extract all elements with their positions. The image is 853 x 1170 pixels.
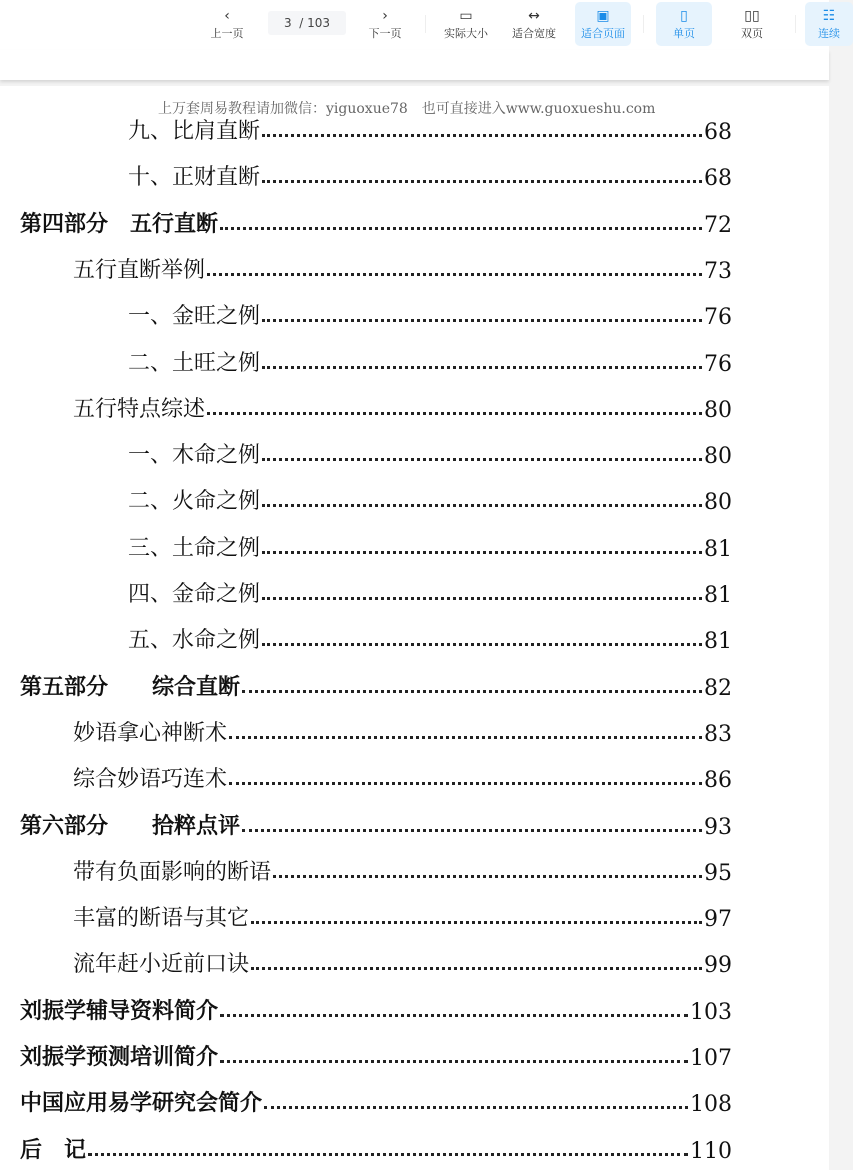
toc-page: 93 bbox=[704, 814, 732, 840]
dot-leader bbox=[262, 180, 702, 183]
dot-leader bbox=[262, 504, 702, 507]
toc-title: 四、金命之例 bbox=[128, 582, 261, 607]
toc-entry bbox=[73, 902, 732, 932]
dot-leader bbox=[220, 1060, 688, 1063]
toc-entry bbox=[73, 717, 732, 747]
toc-title: 第六部分 拾粹点评 bbox=[20, 813, 241, 839]
fit-page-button[interactable]: ▣ 适合页面 bbox=[575, 2, 631, 46]
dot-leader bbox=[262, 643, 702, 646]
toc-entry bbox=[128, 532, 732, 562]
toc-page: 107 bbox=[690, 1046, 732, 1071]
toc-title: 丰富的断语与其它 bbox=[73, 906, 250, 932]
dot-leader bbox=[262, 134, 702, 137]
toc-page: 76 bbox=[704, 351, 732, 377]
toc-page: 99 bbox=[704, 953, 732, 979]
page-number-input[interactable]: 3 / 103 bbox=[268, 11, 346, 35]
toc-title: 五、水命之例 bbox=[128, 628, 261, 654]
dot-leader bbox=[273, 875, 702, 878]
chevron-left-circle-icon: ‹ bbox=[224, 8, 230, 24]
divider bbox=[643, 15, 644, 33]
toc-page: 68 bbox=[704, 120, 732, 145]
dot-leader bbox=[207, 412, 702, 415]
toc-title: 第五部分 综合直断 bbox=[20, 674, 241, 700]
toc-title: 五行直断举例 bbox=[73, 257, 206, 283]
document-page bbox=[0, 86, 829, 1170]
dot-leader bbox=[262, 458, 702, 461]
dot-leader bbox=[220, 1014, 688, 1017]
toc-title: 一、金旺之例 bbox=[128, 304, 261, 330]
toc-entry bbox=[20, 671, 732, 701]
toc-title: 刘振学辅导资料简介 bbox=[20, 998, 219, 1024]
actual-size-icon: ▭ bbox=[459, 8, 473, 24]
toc-entry bbox=[20, 208, 732, 238]
toc-entry bbox=[128, 115, 732, 145]
toc-title: 后 记 bbox=[20, 1137, 87, 1163]
dot-leader bbox=[88, 1153, 688, 1156]
toc-page: 103 bbox=[690, 999, 732, 1025]
continuous-icon: ☷ bbox=[822, 8, 836, 24]
dot-leader bbox=[262, 597, 702, 600]
dot-leader bbox=[229, 782, 702, 785]
toc-entry bbox=[73, 948, 732, 978]
toc-page: 110 bbox=[690, 1138, 732, 1164]
prev-page-button[interactable]: ‹ 上一页 bbox=[210, 8, 244, 40]
fit-width-icon: ↔ bbox=[528, 8, 540, 24]
toc-entry bbox=[128, 624, 732, 654]
dot-leader bbox=[207, 273, 702, 276]
double-page-icon: ▯▯ bbox=[744, 8, 760, 24]
toc-title: 二、土旺之例 bbox=[128, 350, 261, 376]
dot-leader bbox=[251, 967, 702, 970]
next-page-button[interactable]: › 下一页 bbox=[368, 8, 402, 40]
toc-page: 97 bbox=[704, 907, 732, 933]
toc-entry bbox=[20, 1134, 732, 1164]
toc-title: 带有负面影响的断语 bbox=[73, 859, 272, 885]
toc-entry bbox=[128, 347, 732, 377]
toc-title: 十、正财直断 bbox=[128, 165, 261, 191]
dot-leader bbox=[262, 366, 702, 369]
toc-entry bbox=[20, 1087, 732, 1117]
toc-entry bbox=[128, 300, 732, 330]
toc-page: 82 bbox=[704, 675, 732, 701]
toc-page: 86 bbox=[704, 768, 732, 794]
fit-width-button[interactable]: ↔ 适合宽度 bbox=[512, 8, 556, 40]
toc-entry bbox=[73, 856, 732, 886]
toc-title: 一、木命之例 bbox=[128, 443, 261, 469]
toc-page: 81 bbox=[704, 629, 732, 655]
toc-entry bbox=[20, 995, 732, 1025]
watermark: 上万套周易教程请加微信：yiguoxue78 也可直接进入www.guoxueshu.com bbox=[158, 101, 656, 117]
divider bbox=[795, 15, 796, 33]
toc-page: 81 bbox=[704, 583, 732, 608]
toc-page: 68 bbox=[704, 166, 732, 192]
toc-entry bbox=[128, 161, 732, 191]
toc-page: 80 bbox=[704, 490, 732, 516]
toc-title: 三、土命之例 bbox=[128, 535, 261, 561]
dot-leader bbox=[220, 227, 702, 230]
toc-entry bbox=[73, 254, 732, 284]
toc-title: 九、比肩直断 bbox=[128, 119, 261, 144]
fit-page-icon: ▣ bbox=[596, 8, 610, 24]
toc-page: 83 bbox=[704, 721, 732, 747]
toc-title: 第四部分 五行直断 bbox=[20, 211, 219, 237]
toc-entry bbox=[128, 485, 732, 515]
dot-leader bbox=[262, 551, 702, 554]
toc-page: 80 bbox=[704, 444, 732, 470]
toc-page: 76 bbox=[704, 305, 732, 331]
double-page-button[interactable]: ▯▯ 双页 bbox=[741, 8, 763, 40]
toc-title: 刘振学预测培训简介 bbox=[20, 1045, 219, 1070]
toc-page: 108 bbox=[690, 1092, 732, 1118]
toc-entry bbox=[20, 1041, 732, 1071]
toc-page: 95 bbox=[704, 860, 732, 886]
toc-entry bbox=[73, 763, 732, 793]
toc-title: 中国应用易学研究会简介 bbox=[20, 1091, 263, 1117]
toc-entry bbox=[128, 578, 732, 608]
toc-page: 80 bbox=[704, 397, 732, 423]
toc-title: 二、火命之例 bbox=[128, 489, 261, 515]
single-page-button[interactable]: ▯ 单页 bbox=[656, 2, 712, 46]
toc-page: 73 bbox=[704, 258, 732, 284]
dot-leader bbox=[242, 829, 702, 832]
dot-leader bbox=[229, 736, 702, 739]
toc-title: 妙语拿心神断术 bbox=[73, 720, 228, 746]
single-page-icon: ▯ bbox=[680, 8, 688, 24]
dot-leader bbox=[262, 319, 702, 322]
toc-page: 72 bbox=[704, 212, 732, 238]
toolbar-spacer bbox=[0, 50, 829, 80]
toc-entry bbox=[128, 439, 732, 469]
chevron-right-circle-icon: › bbox=[382, 8, 388, 24]
continuous-button[interactable]: ☷ 连续 bbox=[805, 2, 853, 46]
dot-leader bbox=[242, 690, 702, 693]
toc-entry bbox=[73, 393, 732, 423]
toc-title: 流年赶小近前口诀 bbox=[73, 952, 250, 978]
toc-page: 81 bbox=[704, 536, 732, 562]
divider bbox=[425, 15, 426, 33]
toolbar bbox=[0, 0, 840, 50]
dot-leader bbox=[264, 1106, 688, 1109]
actual-size-button[interactable]: ▭ 实际大小 bbox=[444, 8, 488, 40]
dot-leader bbox=[251, 921, 702, 924]
toc-title: 综合妙语巧连术 bbox=[73, 767, 228, 793]
toc-title: 五行特点综述 bbox=[73, 396, 206, 422]
toc-entry bbox=[20, 810, 732, 840]
